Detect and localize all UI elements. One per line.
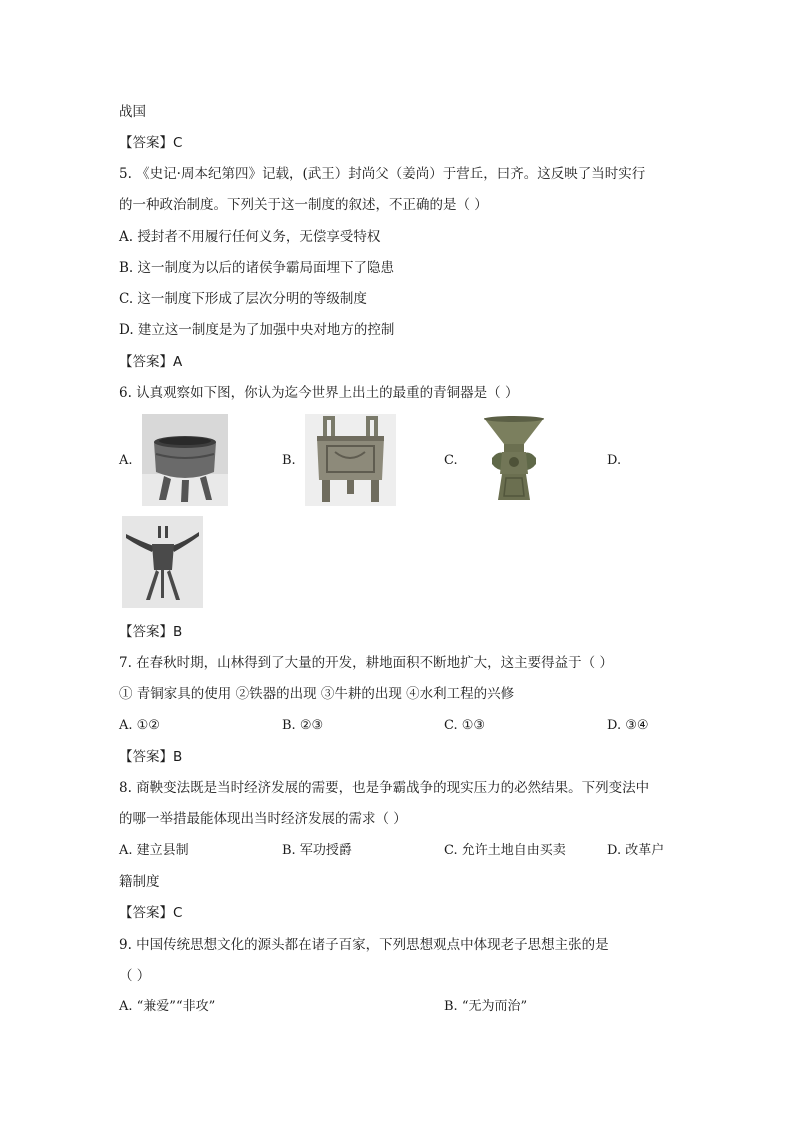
question-8-option-d: D. 改革户 [607, 843, 665, 858]
question-8-option-d-cont: 籍制度 [119, 874, 160, 890]
answer-4: 【答案】C [119, 135, 183, 151]
question-6-option-b-label: B. [282, 453, 296, 468]
question-5-option-a: A. 授封者不用履行任何义务，无偿享受特权 [119, 229, 381, 245]
question-6-option-a-label: A. [119, 453, 133, 468]
question-7-items: ① 青铜家具的使用 ②铁器的出现 ③牛耕的出现 ④水利工程的兴修 [119, 686, 515, 702]
text-line: 战国 [119, 104, 146, 120]
image-tripod-ding [142, 414, 228, 506]
answer-6: 【答案】B [119, 624, 183, 640]
question-5-option-b: B. 这一制度为以后的诸侯争霸局面埋下了隐患 [119, 260, 395, 276]
question-8-stem: 8. 商鞅变法既是当时经济发展的需要，也是争霸战争的现实压力的必然结果。下列变法中 [119, 780, 650, 796]
question-9-stem: 9. 中国传统思想文化的源头都在诸子百家，下列思想观点中体现老子思想主张的是 [119, 937, 609, 953]
question-5-option-c: C. 这一制度下形成了层次分明的等级制度 [119, 291, 367, 307]
question-6-stem: 6. 认真观察如下图，你认为迄今世界上出土的最重的青铜器是（ ） [119, 385, 519, 401]
question-5-option-d: D. 建立这一制度是为了加强中央对地方的控制 [119, 322, 395, 338]
question-7-option-d: D. ③④ [607, 718, 649, 733]
question-9-option-b: B. “无为而治” [444, 999, 528, 1014]
question-7-option-a: A. ①② [119, 718, 160, 733]
question-7-option-b: B. ②③ [282, 718, 324, 733]
image-zun-vessel [478, 414, 550, 504]
question-8-option-a: A. 建立县制 [119, 843, 189, 858]
question-5-stem-cont: 的一种政治制度。下列关于这一制度的叙述，不正确的是（ ） [119, 197, 488, 213]
question-6-option-c-label: C. [444, 453, 458, 468]
answer-7: 【答案】B [119, 749, 183, 765]
question-6-option-d-label: D. [607, 453, 622, 468]
question-8-stem-cont: 的哪一举措最能体现出当时经济发展的需求（ ） [119, 811, 407, 827]
answer-5: 【答案】A [119, 354, 183, 370]
question-9-stem-cont: （ ） [119, 968, 151, 984]
question-9-option-a: A. “兼爱”“非攻” [119, 999, 216, 1014]
answer-8: 【答案】C [119, 905, 183, 921]
question-8-option-b: B. 军功授爵 [282, 843, 352, 858]
image-jue-vessel [122, 516, 203, 608]
image-square-ding [305, 414, 396, 506]
question-7-option-c: C. ①③ [444, 718, 486, 733]
question-7-stem: 7. 在春秋时期，山林得到了大量的开发，耕地面积不断地扩大，这主要得益于（ ） [119, 655, 613, 671]
question-5-stem: 5. 《史记·周本纪第四》记载，(武王）封尚父（姜尚）于营丘，曰齐。这反映了当时实行 [119, 166, 646, 182]
question-8-option-c: C. 允许土地自由买卖 [444, 843, 566, 858]
